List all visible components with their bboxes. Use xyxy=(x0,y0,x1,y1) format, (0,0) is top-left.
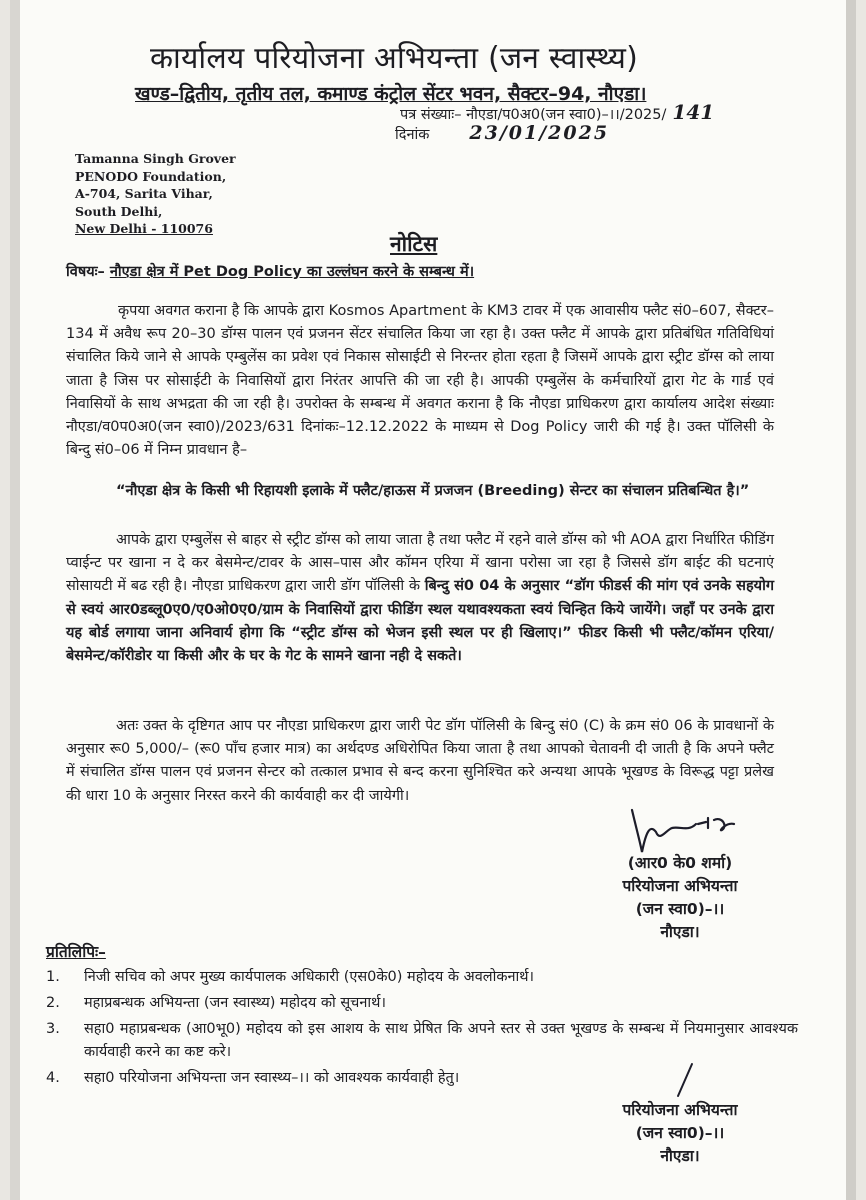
signatory-department: (जन स्वा0)–।। xyxy=(635,900,725,918)
date-label: दिनांक xyxy=(395,127,430,143)
notice-heading: नोटिस xyxy=(390,232,438,256)
list-item-text: सहा0 परियोजना अभियन्ता जन स्वास्थ्य–।। को आवश्यक कार्यवाही हेतु। xyxy=(84,1070,460,1086)
list-item xyxy=(46,992,798,1015)
addressee-block xyxy=(75,150,236,238)
subject-label: विषयः– xyxy=(66,264,105,280)
page-left-edge xyxy=(10,0,20,1200)
signatory-designation: परियोजना अभियन्ता xyxy=(622,1101,738,1119)
signatory-name: (आर0 के0 शर्मा) xyxy=(627,854,733,872)
signature-block-2 xyxy=(600,1099,760,1168)
list-item-number: 1. xyxy=(46,969,60,985)
handwritten-stroke xyxy=(670,1060,700,1100)
reference-number xyxy=(400,100,714,124)
office-title: कार्यालय परियोजना अभियन्ता (जन स्वास्थ्य) xyxy=(150,41,638,76)
signatory-place: नौएडा। xyxy=(660,1147,700,1165)
addressee-line: New Delhi - 110076 xyxy=(75,221,213,236)
letter-page xyxy=(10,0,856,1200)
signature-block xyxy=(600,852,760,944)
addressee-name: Tamanna Singh Grover xyxy=(75,151,236,166)
list-item-number: 2. xyxy=(46,995,60,1011)
list-item-number: 3. xyxy=(46,1021,60,1037)
copy-to-heading: प्रतिलिपिः– xyxy=(46,943,106,961)
list-item xyxy=(46,1018,798,1064)
page-right-edge xyxy=(846,0,856,1200)
signatory-department: (जन स्वा0)–।। xyxy=(635,1124,725,1142)
reference-label: पत्र संख्याः– नौएडा/प0अ0(जन स्वा0)–।।/2025/ xyxy=(400,107,667,123)
body-paragraph-3 xyxy=(66,529,774,668)
list-item-text: सहा0 महाप्रबन्धक (आ0भू0) महोदय को इस आशय के साथ प्रेषित कि अपने स्तर से उक्त भूखण्ड के सम्बन्ध में नियमानुसार आवश्यक कार्यवाही करने का कष्ट करे। xyxy=(84,1021,798,1060)
list-item-text: महाप्रबन्धक अभियन्ता (जन स्वास्थ्य) महोदय को सूचनार्थ। xyxy=(84,995,386,1011)
addressee-line: PENODO Foundation, xyxy=(75,168,227,184)
paragraph-text: आपके द्वारा एम्बुलेंस से बाहर से स्ट्रीट डॉग्स को लाया जाता है तथा फ्लैट में रहने वाले डॉग्स को भी AOA द्वारा निर्धारित फीडिंग प्वाईन्ट पर खाना न दे कर बेसमेन्ट/टावर के आस–पास और कॉमन एरिया में खाना परोसा जा रहा है जिससे डॉग बाईट की घटनाएं सोसायटी में बढ रही है। नौएडा प्राधिकरण द्वारा जारी डॉग पॉलिसी के xyxy=(66,532,774,595)
list-item xyxy=(46,966,798,989)
body-paragraph-1: कृपया अवगत कराना है कि आपके द्वारा Kosmos Apartment के KM3 टावर में एक आवासीय फ्लैट सं0–607, सैक्टर–134 में अवैध रूप 20–30 डॉग्स पालन एवं प्रजनन सेंटर संचालित किया जा रहा है। उक्त फ्लैट में आपके द्वारा प्रतिबंधित गतिविधियां संचालित किये जाने से आपके एम्बुलेंस का प्रवेश एवं निकास सोसाईटी से निरन्तर होता रहता है जिसमें आपके द्वारा स्ट्रीट डॉग्स को लाया जाता है जिस पर सोसाईटी के निवासियों द्वारा निरंतर आपत्ति की जा रही है। आपकी एम्बुलेंस के कर्मचारियों द्वारा गेट के गार्ड एवं निवासियों के साथ अभद्रता की जा रही है। उपरोक्त के सम्बन्ध में अवगत कराना है कि नौएडा प्राधिकरण द्वारा कार्यालय आदेश संख्याः नौएडा/व0प0अ0(जन स्वा0)/2023/631 दिनांकः–12.12.2022 के माध्यम से Dog Policy जारी की गई है। उक्त पॉलिसी के बिन्दु सं0–06 में निम्न प्रावधान है– xyxy=(66,303,774,459)
paragraph-bold-text: बिन्दु सं0 04 के अनुसार “डॉग फीडर्स की मांग एवं उनके सहयोग से स्वयं आर0डब्लू0ए0/ए0ओ0ए0/ग्राम के निवासियों द्वारा फीडिंग स्थल यथावश्यकता स्वयं चिन्हित किये जायेंगे। जहॉं पर उनके द्वारा यह बोर्ड लगाया जाना अनिवार्य होगा कि “स्ट्रीट डॉग्स को भेजन इसी स्थल पर ही खिलाए।” फीडर किसी भी फ्लैट/कॉमन एरिया/बेसमेन्ट/कॉरीडोर या किसी और के घर के गेट के सामने खाना नही दे सकते। xyxy=(66,578,774,665)
date-handwritten: 23/01/2025 xyxy=(469,122,610,144)
addressee-line: South Delhi, xyxy=(75,203,163,219)
body-paragraph-4: अतः उक्त के दृष्टिगत आप पर नौएडा प्राधिकरण द्वारा जारी पेट डॉग पॉलिसी के बिन्दु सं0 (C) के क्रम सं0 06 के प्रावधानों के अनुसार रू0 5,000/– (रू0 पॉंच हजार मात्र) का अर्थदण्ड अधिरोपित किया जाता है तथा आपको चेतावनी दी जाती है कि अपने फ्लैट में संचालित डॉग्स पालन एवं प्रजनन सेन्टर को तत्काल प्रभाव से बन्द करना सुनिश्चित करे अन्यथा आपके भूखण्ड के विरूद्ध पट्टा प्रलेख की धारा 10 के अनुसार निरस्त करने की कार्यवाही कर दी जायेगी। xyxy=(66,718,774,804)
reference-handwritten-number: 141 xyxy=(672,100,715,124)
signatory-designation: परियोजना अभियन्ता xyxy=(622,877,738,895)
addressee-line: A-704, Sarita Vihar, xyxy=(75,186,213,201)
list-item-number: 4. xyxy=(46,1070,60,1086)
letter-date xyxy=(395,122,609,144)
subject-line xyxy=(66,261,474,281)
list-item-text: निजी सचिव को अपर मुख्य कार्यपालक अधिकारी (एस0के0) महोदय के अवलोकनार्थ। xyxy=(84,969,535,985)
policy-quote: “नौएडा क्षेत्र के किसी भी रिहायशी इलाके में फ्लैट/हाऊस में प्रजजन (Breeding) सेन्टर का संचालन प्रतिबन्धित है।” xyxy=(116,483,750,499)
office-address: खण्ड–द्वितीय, तृतीय तल, कमाण्ड कंट्रोल सेंटर भवन, सैक्टर–94, नौएडा। xyxy=(135,83,647,105)
signatory-place: नौएडा। xyxy=(660,923,700,941)
subject-text: नौएडा क्षेत्र में Pet Dog Policy का उल्लंघन करने के सम्बन्ध में। xyxy=(109,264,475,280)
